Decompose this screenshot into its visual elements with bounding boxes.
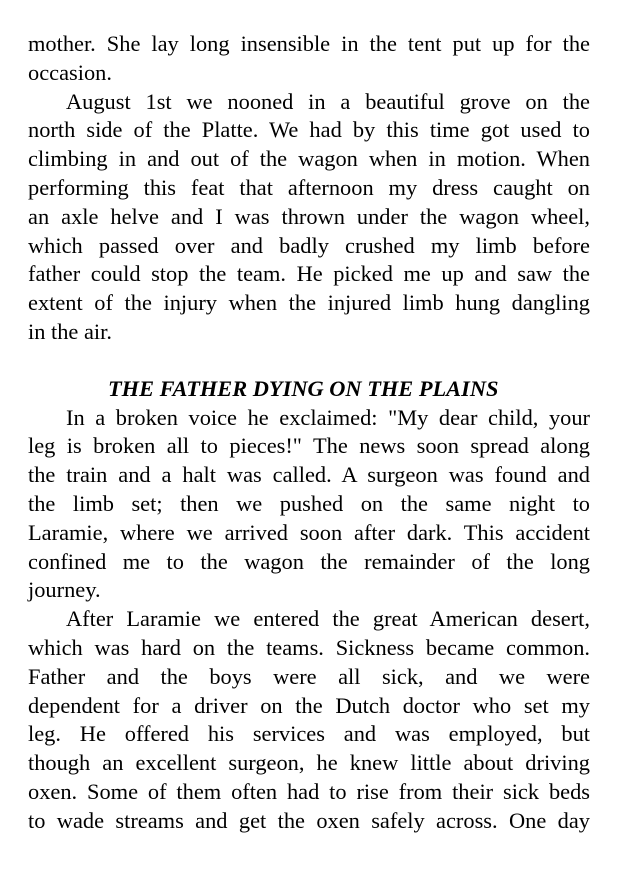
- text-line: north side of the Platte. We had by this time got used to: [28, 117, 590, 143]
- text-line: After Laramie we entered the great American desert,: [66, 606, 590, 632]
- text-line: dependent for a driver on the Dutch doctor who set my: [28, 692, 590, 718]
- text-line: the limb set; then we pushed on the same night to: [28, 490, 590, 516]
- paragraph: [28, 88, 590, 347]
- paragraph: [28, 404, 590, 606]
- text-line: Laramie, where we arrived soon after dark. This accident: [28, 519, 590, 545]
- book-page: [28, 0, 590, 836]
- section-heading: THE FATHER DYING ON THE PLAINS: [108, 375, 499, 401]
- text-line: which passed over and badly crushed my limb before: [28, 232, 590, 258]
- text-line: which was hard on the teams. Sickness became common.: [28, 634, 590, 660]
- text-line: In a broken voice he exclaimed: "My dear child, your: [66, 404, 590, 430]
- text-line: August 1st we nooned in a beautiful grove on the: [66, 88, 590, 114]
- paragraph: [28, 605, 590, 835]
- text-line: an axle helve and I was thrown under the wagon wheel,: [28, 203, 590, 229]
- text-line: father could stop the team. He picked me up and saw the: [28, 261, 590, 287]
- text-line: confined me to the wagon the remainder of the long: [28, 548, 590, 574]
- section-spacer: [28, 347, 590, 375]
- text-line: mother. She lay long insensible in the tent put up for the: [28, 31, 590, 56]
- text-line: to wade streams and get the oxen safely across. One day: [28, 807, 590, 833]
- text-line: extent of the injury when the injured limb hung dangling: [28, 290, 590, 316]
- text-line: leg is broken all to pieces!" The news soon spread along: [28, 433, 590, 459]
- paragraph-continuation: [28, 30, 590, 88]
- text-line: oxen. Some of them often had to rise from their sick beds: [28, 778, 590, 804]
- text-line: though an excellent surgeon, he knew little about driving: [28, 750, 590, 776]
- text-line: in the air.: [28, 318, 112, 344]
- text-line: leg. He offered his services and was employed, but: [28, 721, 590, 747]
- text-line: occasion.: [28, 59, 112, 85]
- text-line: performing this feat that afternoon my dress caught on: [28, 174, 590, 200]
- text-line: the train and a halt was called. A surgeon was found and: [28, 462, 590, 488]
- text-line: journey.: [28, 577, 101, 603]
- text-line: climbing in and out of the wagon when in motion. When: [28, 146, 590, 172]
- text-line: Father and the boys were all sick, and we were: [28, 663, 590, 689]
